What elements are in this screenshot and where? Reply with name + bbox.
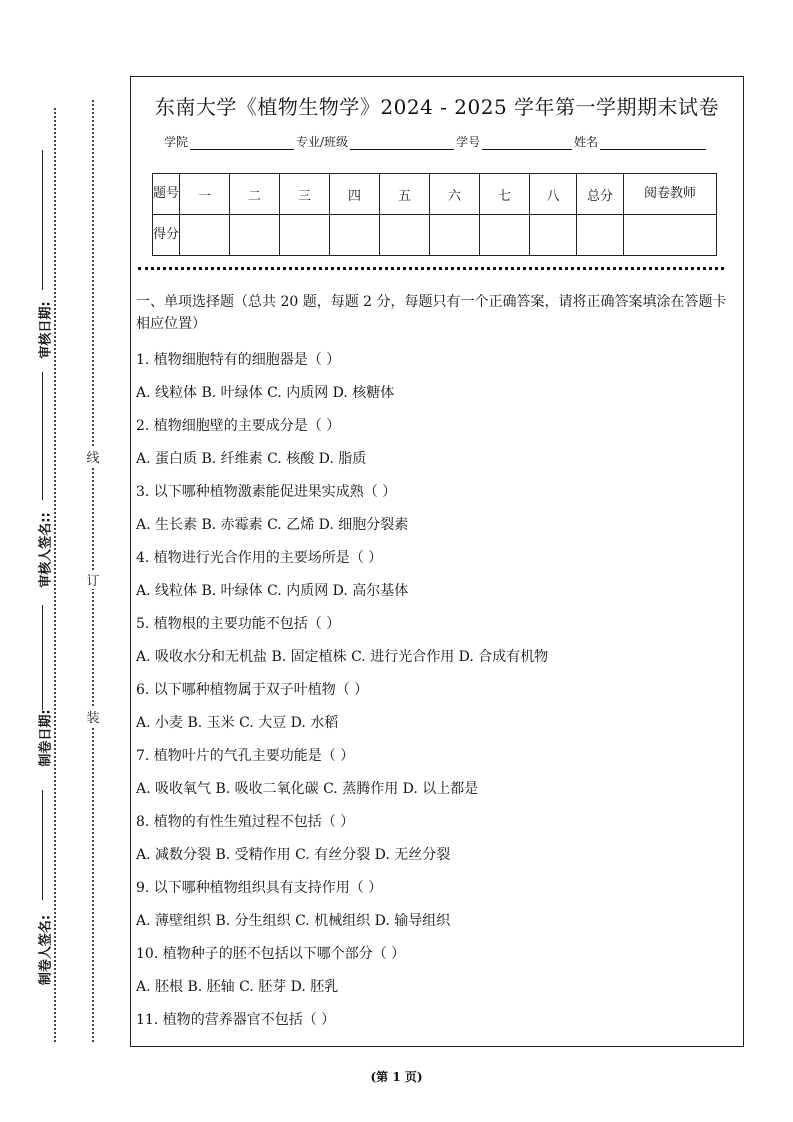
cut-line-char-ding: 订	[84, 570, 102, 589]
question-options: A. 小麦 B. 玉米 C. 大豆 D. 水稻	[136, 715, 339, 731]
compile-date-line	[42, 605, 43, 710]
score-table-cell: 阅卷教师	[624, 174, 717, 215]
score-table-cell: 三	[280, 174, 330, 215]
question-stem: 5. 植物根的主要功能不包括（ ）	[136, 616, 341, 632]
score-table	[152, 173, 717, 256]
question-stem: 2. 植物细胞壁的主要成分是（ ）	[136, 418, 341, 434]
reviewer-signature-line	[42, 372, 43, 500]
dotted-separator	[138, 267, 724, 270]
question-options: A. 线粒体 B. 叶绿体 C. 内质网 D. 核糖体	[136, 385, 395, 401]
name-label: 姓名	[574, 135, 599, 149]
score-table-cell: 二	[230, 174, 280, 215]
score-table-header-row	[153, 174, 717, 215]
review-date-line	[42, 150, 43, 290]
name-field[interactable]	[600, 137, 706, 150]
question-stem: 3. 以下哪种植物激素能促进果实成熟（ ）	[136, 484, 397, 500]
question-options: A. 生长素 B. 赤霉素 C. 乙烯 D. 细胞分裂素	[136, 517, 409, 533]
score-table-cell: 五	[380, 174, 430, 215]
question-options: A. 减数分裂 B. 受精作用 C. 有丝分裂 D. 无丝分裂	[136, 847, 451, 863]
exam-frame	[130, 76, 744, 1047]
question-stem: 1. 植物细胞特有的细胞器是（ ）	[136, 352, 341, 368]
college-field[interactable]	[190, 137, 294, 150]
binding-dotted-line-outer	[54, 108, 56, 1042]
page-number: (第 1 页)	[370, 1070, 423, 1084]
score-cell-8[interactable]	[530, 215, 577, 256]
student-id-field[interactable]	[482, 137, 572, 150]
score-row-label: 得分	[153, 215, 180, 256]
score-cell-total[interactable]	[577, 215, 624, 256]
score-cell-grader[interactable]	[624, 215, 717, 256]
major-class-field[interactable]	[350, 137, 454, 150]
score-table-score-row	[153, 215, 717, 256]
question-stem: 8. 植物的有性生殖过程不包括（ ）	[136, 814, 355, 830]
question-options: A. 线粒体 B. 叶绿体 C. 内质网 D. 高尔基体	[136, 583, 409, 599]
score-table-cell: 总分	[577, 174, 624, 215]
question-stem: 6. 以下哪种植物属于双子叶植物（ ）	[136, 682, 369, 698]
score-cell-4[interactable]	[330, 215, 380, 256]
score-table-cell: 题号	[153, 174, 180, 215]
question-options: A. 胚根 B. 胚轴 C. 胚芽 D. 胚乳	[136, 979, 339, 995]
student-info-row	[164, 133, 708, 150]
college-label: 学院	[164, 135, 189, 149]
score-cell-2[interactable]	[230, 215, 280, 256]
score-cell-3[interactable]	[280, 215, 330, 256]
section-1-heading: 一、单项选择题（总共 20 题，每题 2 分，每题只有一个正确答案，请将正确答案填涂在答题卡相应位置）	[136, 294, 727, 332]
question-options: A. 薄壁组织 B. 分生组织 C. 机械组织 D. 输导组织	[136, 913, 451, 929]
question-options: A. 蛋白质 B. 纤维素 C. 核酸 D. 脂质	[136, 451, 367, 467]
question-area	[136, 289, 733, 1037]
score-cell-5[interactable]	[380, 215, 430, 256]
question-stem: 4. 植物进行光合作用的主要场所是（ ）	[136, 550, 383, 566]
question-stem: 10. 植物种子的胚不包括以下哪个部分（ ）	[136, 946, 406, 962]
score-table-cell: 七	[480, 174, 530, 215]
question-stem: 11. 植物的营养器官不包括（ ）	[136, 1012, 336, 1028]
exam-title: 东南大学《植物生物学》2024 - 2025 学年第一学期期末试卷	[154, 95, 720, 119]
cut-line-char-zhuang: 装	[84, 707, 102, 726]
question-stem: 9. 以下哪种植物组织具有支持作用（ ）	[136, 880, 383, 896]
score-cell-7[interactable]	[480, 215, 530, 256]
score-table-cell: 四	[330, 174, 380, 215]
score-table-cell: 一	[180, 174, 230, 215]
score-table-cell: 八	[530, 174, 577, 215]
score-table-cell: 六	[430, 174, 480, 215]
score-cell-6[interactable]	[430, 215, 480, 256]
major-class-label: 专业/班级	[296, 135, 349, 149]
student-id-label: 学号	[456, 135, 481, 149]
question-stem: 7. 植物叶片的气孔主要功能是（ ）	[136, 748, 355, 764]
question-options: A. 吸收水分和无机盐 B. 固定植株 C. 进行光合作用 D. 合成有机物	[136, 649, 549, 665]
score-cell-1[interactable]	[180, 215, 230, 256]
cut-line-char-xian: 线	[84, 447, 102, 466]
question-options: A. 吸收氧气 B. 吸收二氧化碳 C. 蒸腾作用 D. 以上都是	[136, 781, 479, 797]
compiler-signature-line	[42, 790, 43, 900]
